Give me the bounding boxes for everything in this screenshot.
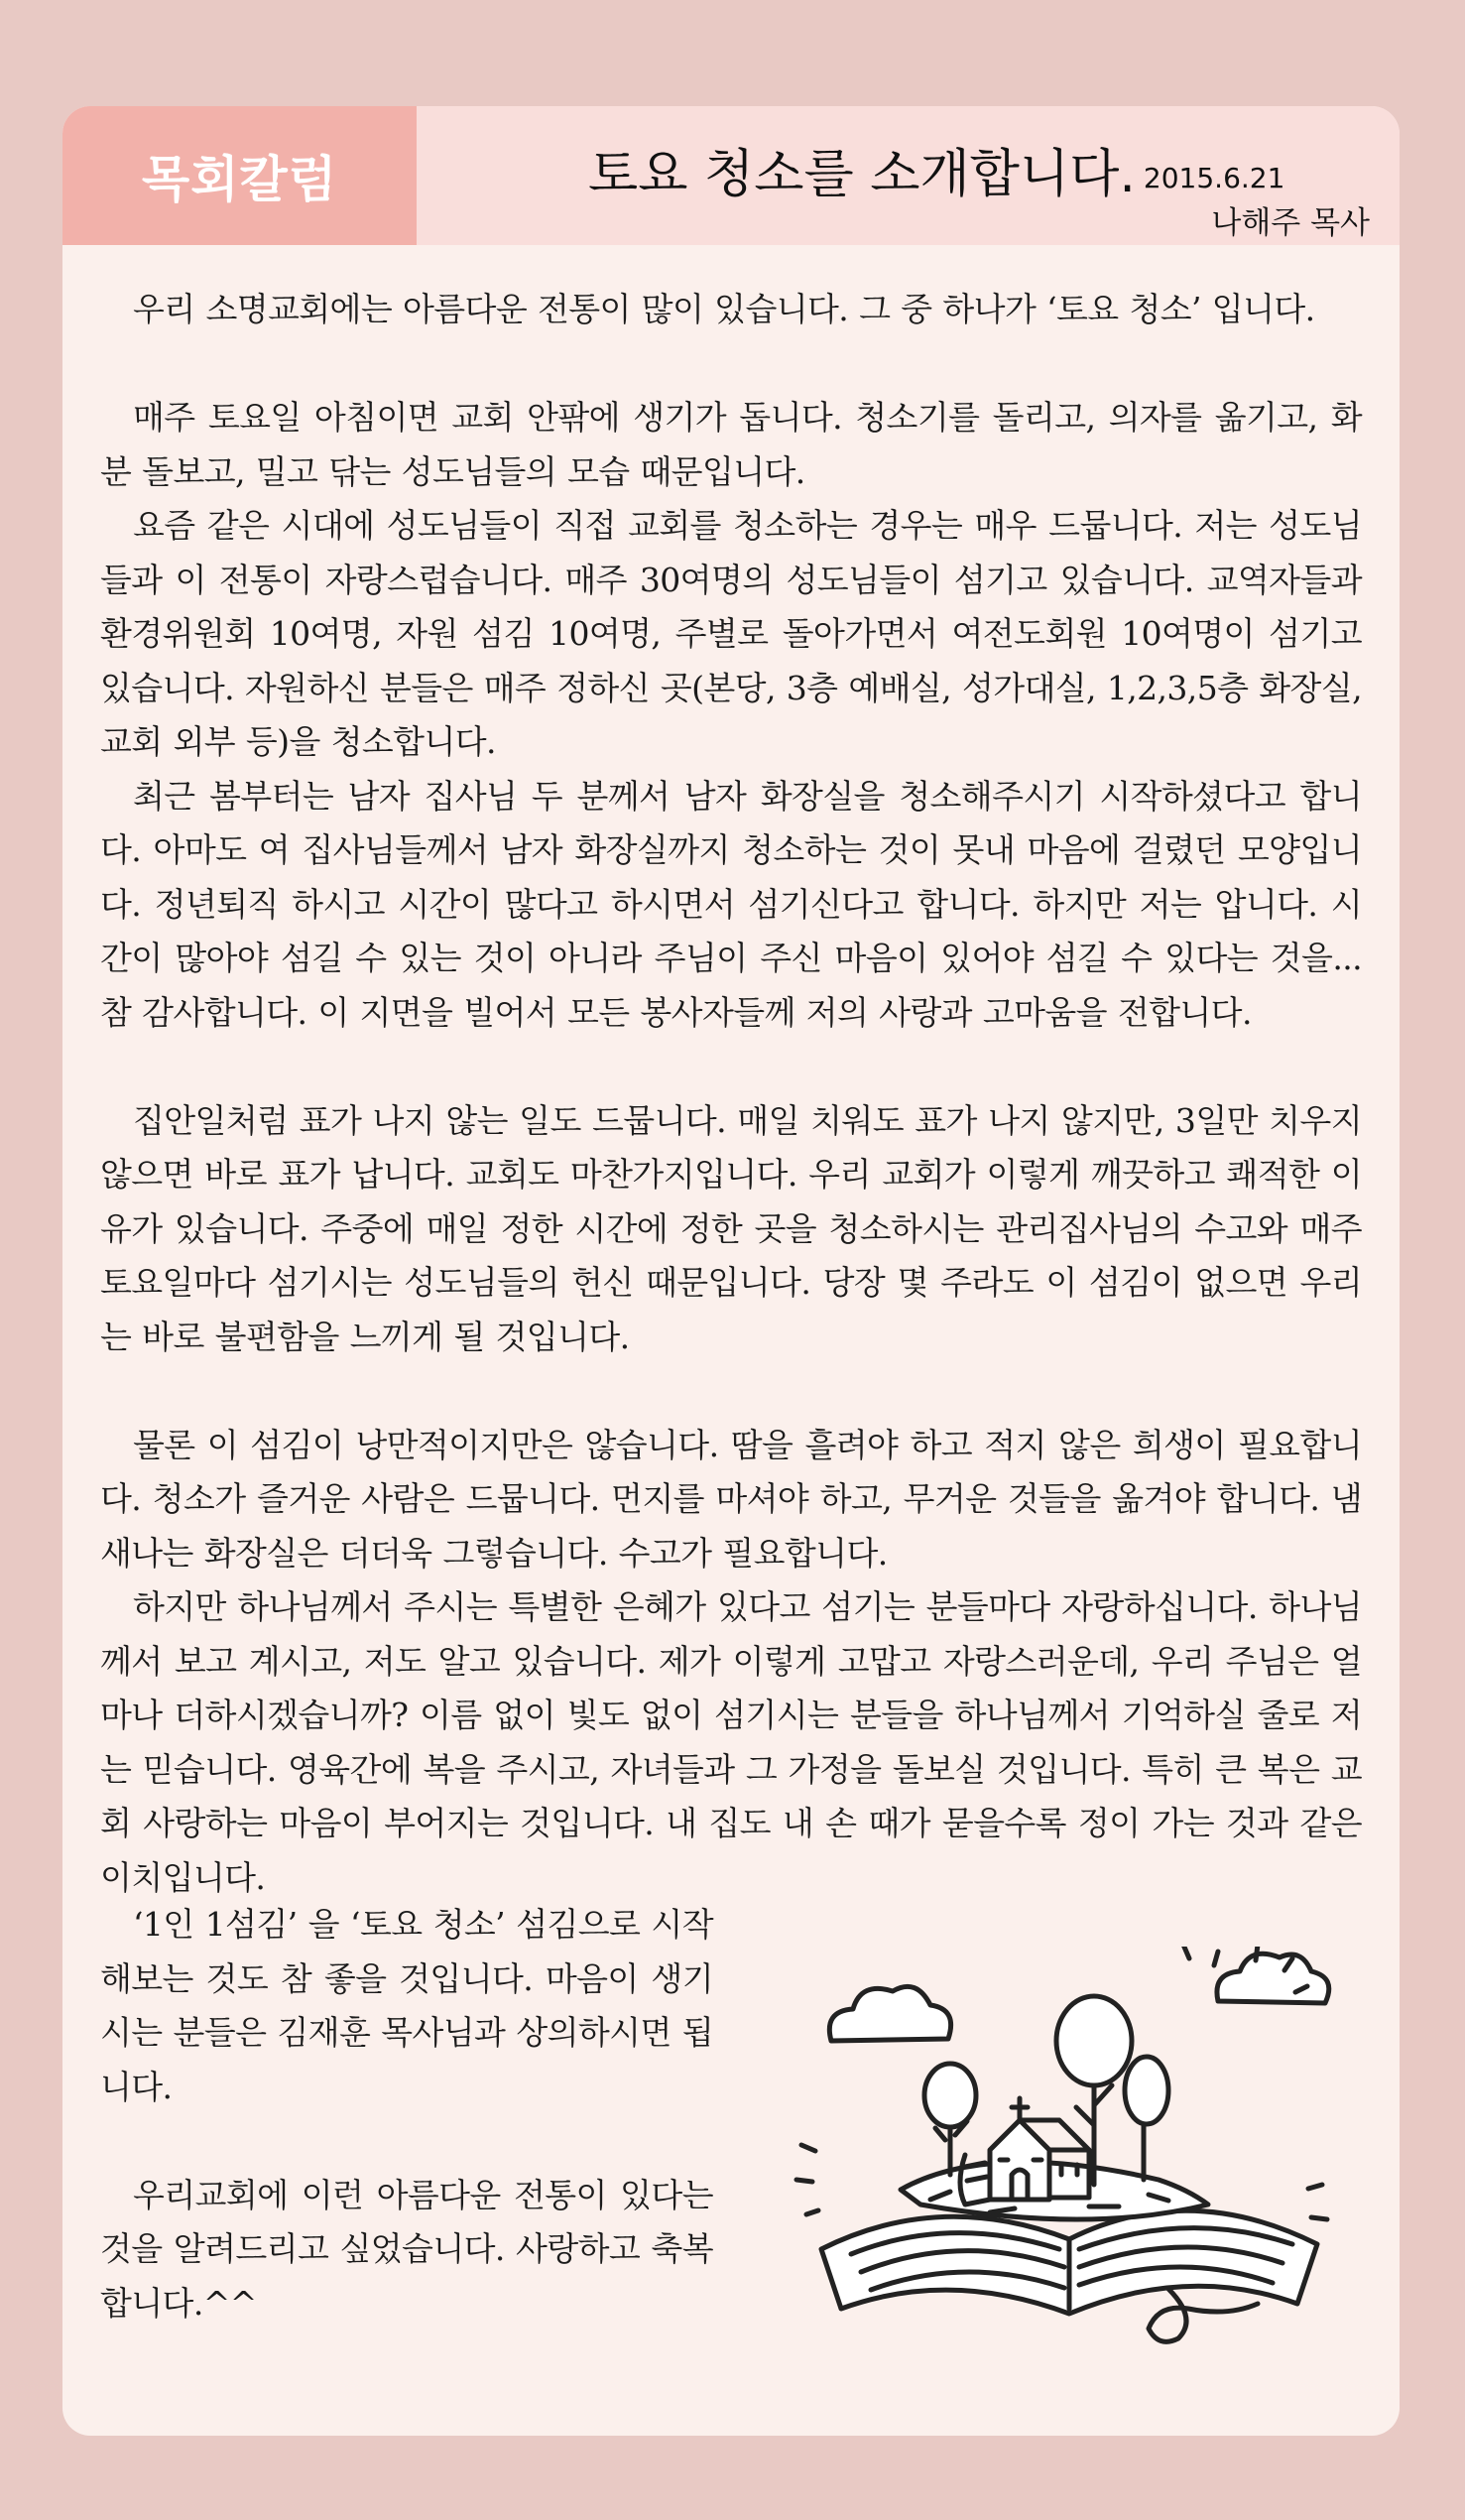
paragraph-spacer [100, 337, 1362, 392]
column-title: 토요 청소를 소개합니다. [588, 145, 1136, 204]
body-paragraph: 최근 봄부터는 남자 집사님 두 분께서 남자 화장실을 청소해주시기 시작하셨다고 합니다. 아마도 여 집사님들께서 남자 화장실까지 청소하는 것이 못내 마음에 걸렸던 모양입니다. 정년퇴직 하시고 시간이 많다고 하시면서 섬기신다고 합니다. 하지만 저는 압니다. 시간이 많아야 섬길 수 있는 것이 아니라 주님이 주신 마음이 있어야 섬길 수 있다는 것을... 참 감사합니다. 이 지면을 빌어서 모든 봉사자들께 저의 사랑과 고마움을 전합니다. [100, 776, 1362, 1032]
column-date: 2015.6.21 [1143, 162, 1285, 194]
column-label: 목회칼럼 [141, 151, 338, 208]
column-author: 나해주 목사 [1211, 205, 1370, 241]
column-card [62, 106, 1400, 2436]
column-body [100, 283, 1362, 1905]
body-paragraph: 우리 소명교회에는 아름다운 전통이 많이 있습니다. 그 중 하나가 ‘토요 청소’ 입니다. [133, 290, 1315, 328]
body-paragraph: 하지만 하나님께서 주시는 특별한 은혜가 있다고 섬기는 분들마다 자랑하십니다. 하나님께서 보고 계시고, 저도 알고 있습니다. 제가 이렇게 고맙고 자랑스러운데, 우리 주님은 얼마나 더하시겠습니까? 이름 없이 빛도 없이 섬기시는 분들을 하나님께서 기억하실 줄로 저는 믿습니다. 영육간에 복을 주시고, 자녀들과 그 가정을 돌보실 것입니다. 특히 큰 복은 교회 사랑하는 마음이 부어지는 것입니다. 내 집도 내 손 때가 묻을수록 정이 가는 것과 같은 이치입니다. [100, 1587, 1362, 1897]
body-paragraph: 매주 토요일 아침이면 교회 안팎에 생기가 돕니다. 청소기를 돌리고, 의자를 옮기고, 화분 돌보고, 밀고 닦는 성도님들의 모습 때문입니다. [100, 398, 1362, 491]
paragraph-spacer [100, 1040, 1362, 1094]
column-label-box [62, 106, 417, 245]
body-paragraph: 요즘 같은 시대에 성도님들이 직접 교회를 청소하는 경우는 매우 드뭅니다. 저는 성도님들과 이 전통이 자랑스럽습니다. 매주 30여명의 성도님들이 섬기고 있습니다. 교역자들과 환경위원회 10여명, 자원 섬김 10여명, 주별로 돌아가면서 여전도회원 10여명이 섬기고 있습니다. 자원하신 분들은 매주 정하신 곳(본당, 3층 예배실, 성가대실, 1,2,3,5층 화장실, 교회 외부 등)을 청소합니다. [100, 506, 1362, 761]
column-title-line [588, 132, 1284, 206]
body-paragraph: 집안일처럼 표가 나지 않는 일도 드뭅니다. 매일 치워도 표가 나지 않지만, 3일만 치우지 않으면 바로 표가 납니다. 교회도 마찬가지입니다. 우리 교회가 이렇게 깨끗하고 쾌적한 이유가 있습니다. 주중에 매일 정한 시간에 정한 곳을 청소하시는 관리집사님의 수고와 매주 토요일마다 섬기시는 성도님들의 헌신 때문입니다. 당장 몇 주라도 이 섬김이 없으면 우리는 바로 불편함을 느끼게 될 것입니다. [100, 1100, 1362, 1356]
paragraph-spacer [100, 1364, 1362, 1419]
church-on-open-book-icon [792, 1947, 1347, 2363]
paragraph-spacer [100, 2114, 713, 2169]
closing-paragraph: ‘1인 1섬김’ 을 ‘토요 청소’ 섬김으로 시작해보는 것도 참 좋을 것입니다. 마음이 생기시는 분들은 김재훈 목사님과 상의하시면 됩니다. [100, 1905, 713, 2106]
body-paragraph: 물론 이 섬김이 낭만적이지만은 않습니다. 땀을 흘려야 하고 적지 않은 희생이 필요합니다. 청소가 즐거운 사람은 드뭅니다. 먼지를 마셔야 하고, 무거운 것들을 옮겨야 합니다. 냄새나는 화장실은 더더욱 그렇습니다. 수고가 필요합니다. [100, 1425, 1362, 1573]
closing-paragraph: 우리교회에 이런 아름다운 전통이 있다는 것을 알려드리고 싶었습니다. 사랑하고 축복합니다.^^ [100, 2175, 713, 2323]
column-closing [100, 1898, 713, 2331]
column-header [62, 106, 1400, 245]
